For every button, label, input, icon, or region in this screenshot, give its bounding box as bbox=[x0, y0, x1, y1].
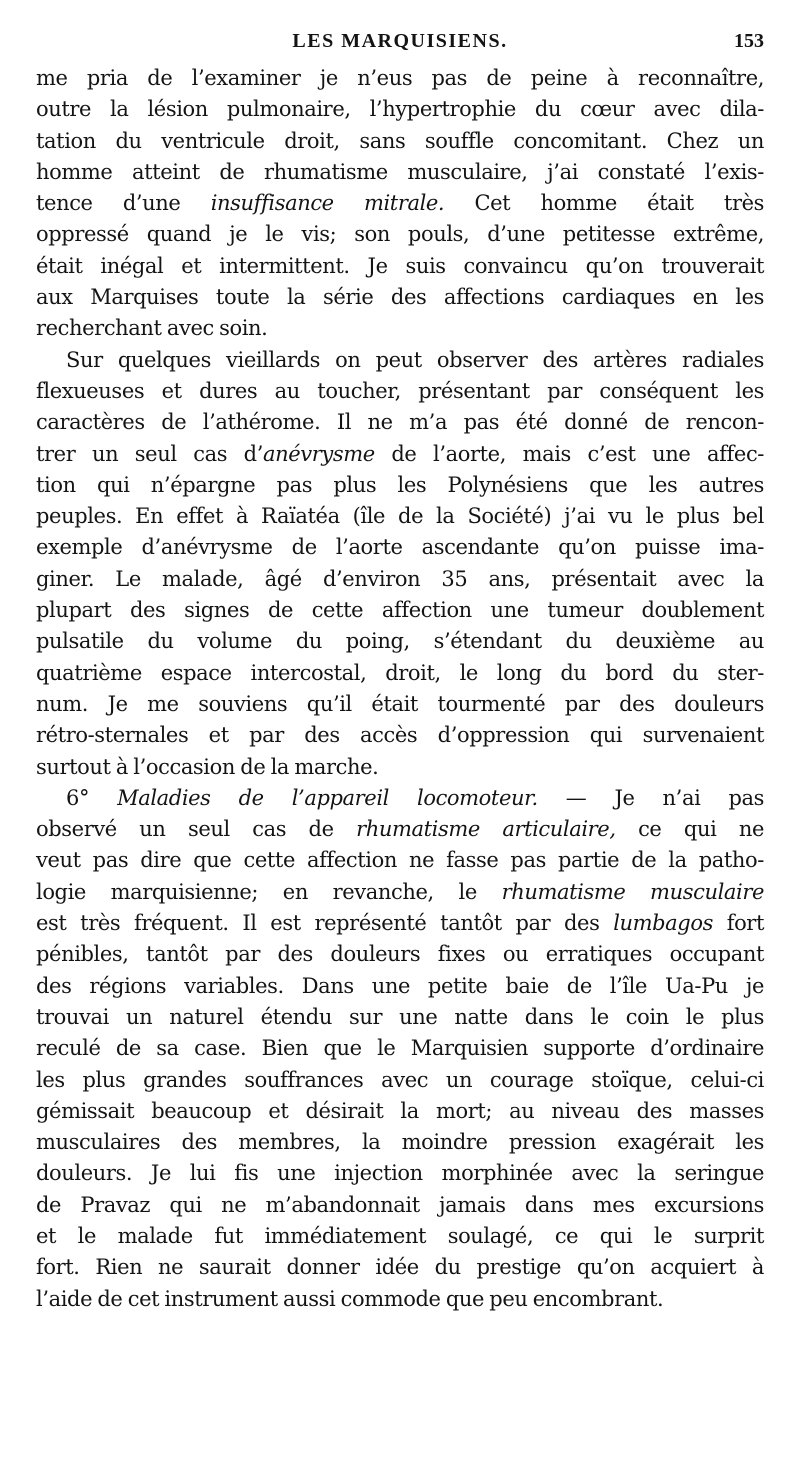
italic-term: Maladies de l’appareil locomoteur. bbox=[117, 785, 538, 810]
text-line: outre la lésion pulmonaire, l’hypertrophie du cœur avec dila- bbox=[36, 97, 764, 122]
italic-term: lumbagos bbox=[613, 911, 713, 936]
text-line bbox=[36, 783, 764, 814]
text-segment: est très fréquent. Il est représenté tantôt par des bbox=[36, 911, 614, 936]
text-segment: ce qui ne bbox=[615, 817, 764, 842]
text-line: recherchant avec soin. bbox=[36, 316, 268, 341]
text-line: était inégal et intermittent. Je suis convaincu qu’on trouverait bbox=[36, 253, 764, 278]
text-line: pénibles, tantôt par des douleurs fixes ou erratiques occupant bbox=[36, 942, 764, 967]
text-line bbox=[36, 908, 764, 939]
text-line: giner. Le malade, âgé d’environ 35 ans, présentait avec la bbox=[36, 566, 764, 591]
text-line: aux Marquises toute la série des affections cardiaques en les bbox=[36, 285, 764, 310]
text-segment: — Je n’ai pas bbox=[537, 785, 764, 810]
body-text bbox=[36, 63, 764, 1315]
italic-term: anévrysme bbox=[263, 441, 375, 466]
text-line: veut pas dire que cette affection ne fasse pas partie de la patho- bbox=[36, 848, 764, 873]
running-head: LES MARQUISIENS. bbox=[292, 30, 508, 52]
text-segment: trer un seul cas d’ bbox=[36, 441, 264, 466]
text-line: l’aide de cet instrument aussi commode que peu encombrant. bbox=[36, 1286, 664, 1311]
text-line bbox=[36, 877, 764, 908]
text-line: les plus grandes souffrances avec un courage stoïque, celui-ci bbox=[36, 1067, 764, 1092]
page-number: 153 bbox=[734, 30, 764, 52]
text-segment: de l’aorte, mais c’est une affec- bbox=[374, 441, 765, 466]
italic-term: rhumatisme musculaire bbox=[501, 879, 764, 904]
text-line: surtout à l’occasion de la marche. bbox=[36, 754, 379, 779]
text-line: quatrième espace intercostal, droit, le long du bord du ster- bbox=[36, 660, 764, 685]
text-line: tation du ventricule droit, sans souffle concomitant. Chez un bbox=[36, 128, 764, 153]
text-line: et le malade fut immédiatement soulagé, ce qui le surprit bbox=[36, 1223, 764, 1248]
text-line: homme atteint de rhumatisme musculaire, j’ai constaté l’exis- bbox=[36, 159, 764, 184]
text-line: reculé de sa case. Bien que le Marquisien supporte d’ordinaire bbox=[36, 1036, 764, 1061]
text-line: oppressé quand je le vis; son pouls, d’une petitesse extrême, bbox=[36, 222, 764, 247]
text-segment: 6° bbox=[66, 785, 118, 810]
italic-term: rhumatisme articulaire, bbox=[356, 817, 616, 842]
text-line: gémissait beaucoup et désirait la mort; au niveau des masses bbox=[36, 1098, 764, 1123]
text-line: flexueuses et dures au toucher, présentant par conséquent les bbox=[36, 378, 764, 403]
text-line: des régions variables. Dans une petite baie de l’île Ua-Pu je bbox=[36, 973, 764, 998]
text-line: num. Je me souviens qu’il était tourmenté par des douleurs bbox=[36, 691, 764, 716]
text-line bbox=[36, 188, 764, 219]
text-line: caractères de l’athérome. Il ne m’a pas été donné de rencon- bbox=[36, 410, 764, 435]
text-line: fort. Rien ne saurait donner idée du prestige qu’on acquiert à bbox=[36, 1255, 764, 1280]
text-line: douleurs. Je lui fis une injection morphinée avec la seringue bbox=[36, 1161, 764, 1186]
text-line: rétro-sternales et par des accès d’oppression qui survenaient bbox=[36, 723, 764, 748]
text-line: musculaires des membres, la moindre pression exagérait les bbox=[36, 1130, 764, 1155]
text-line bbox=[36, 439, 764, 470]
text-line: tion qui n’épargne pas plus les Polynésiens que les autres bbox=[36, 472, 764, 497]
page-header bbox=[36, 30, 764, 60]
text-line: Sur quelques vieillards on peut observer des artères radiales bbox=[66, 347, 764, 372]
text-segment: Cet homme était très bbox=[444, 191, 764, 216]
text-line bbox=[36, 814, 764, 845]
text-line: de Pravaz qui ne m’abandonnait jamais dans mes excursions bbox=[36, 1192, 764, 1217]
text-segment: fort bbox=[712, 911, 764, 936]
text-line: peuples. En effet à Raïatéa (île de la Société) j’ai vu le plus bel bbox=[36, 504, 764, 529]
text-segment: tence d’une bbox=[36, 191, 211, 216]
text-segment: logie marquisienne; en revanche, le bbox=[36, 879, 502, 904]
text-line: pulsatile du volume du poing, s’étendant du deuxième au bbox=[36, 629, 764, 654]
text-line: me pria de l’examiner je n’eus pas de peine à reconnaître, bbox=[36, 66, 764, 90]
text-line: trouvai un naturel étendu sur une natte dans le coin le plus bbox=[36, 1004, 764, 1029]
italic-term: insuffisance mitrale. bbox=[210, 191, 445, 216]
text-line: plupart des signes de cette affection une tumeur doublement bbox=[36, 598, 764, 623]
text-segment: observé un seul cas de bbox=[36, 817, 357, 842]
text-line: exemple d’anévrysme de l’aorte ascendante qu’on puisse ima- bbox=[36, 535, 764, 560]
